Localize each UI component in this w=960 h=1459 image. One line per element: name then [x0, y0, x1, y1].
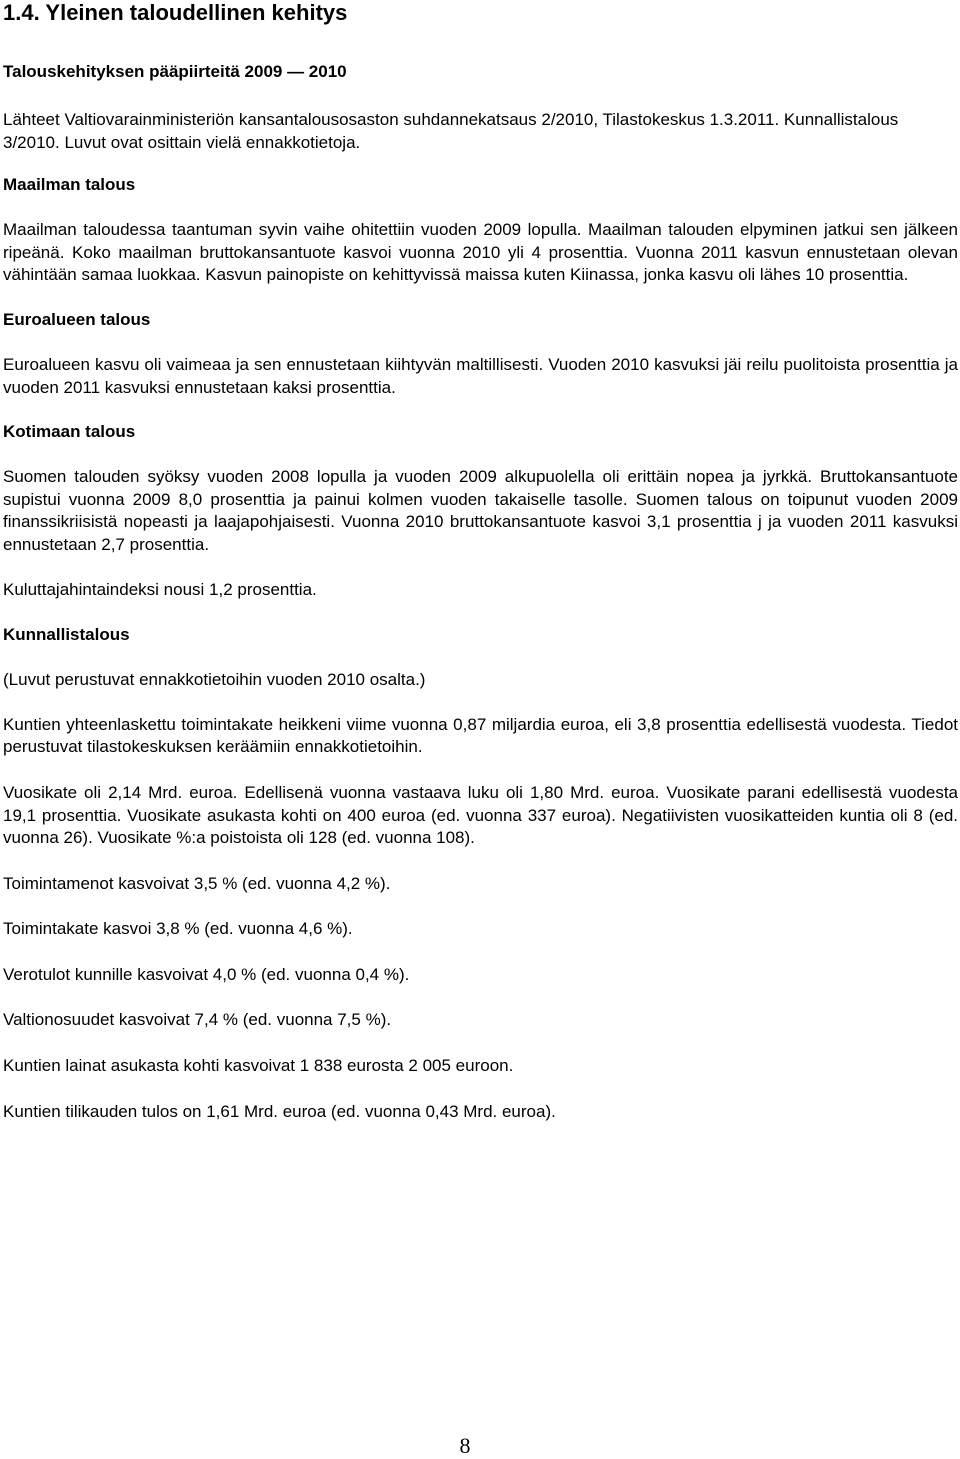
municipal-paragraph-8: Kuntien tilikauden tulos on 1,61 Mrd. euroa (ed. vuonna 0,43 Mrd. euroa). — [3, 1101, 556, 1121]
municipal-paragraph-1: Kuntien yhteenlaskettu toimintakate heikkeni viime vuonna 0,87 miljardia euroa, eli 3,8 prosenttia edellisestä vuodesta. Tiedot perustuvat tilastokeskuksen keräämiin ennakkotietoihin. — [3, 714, 958, 757]
world-economy-title: Maailman talous — [3, 175, 136, 195]
domestic-economy-title: Kotimaan talous — [3, 422, 136, 442]
section-heading: 1.4. Yleinen taloudellinen kehitys — [3, 0, 348, 25]
euro-area-title: Euroalueen talous — [3, 309, 151, 329]
municipal-note: (Luvut perustuvat ennakkotietoihin vuoden 2010 osalta.) — [3, 670, 426, 690]
document-page — [3, 0, 958, 1123]
municipal-economy-title: Kunnallistalous — [3, 625, 130, 645]
cpi-paragraph: Kuluttajahintaindeksi nousi 1,2 prosenttia. — [3, 579, 317, 599]
municipal-paragraph-2: Vuosikate oli 2,14 Mrd. euroa. Edellisenä vuonna vastaava luku oli 1,80 Mrd. euroa. Vuosikate parani edellisestä vuodesta 19,1 prosenttia. Vuosikate asukasta kohti on 400 euroa (ed. vuonna 337 euroa). Negatiivisten vuosikatteiden kuntia oli 8 (ed. vuonna 26). Vuosikate %:a poistoista oli 128 (ed. vuonna 108). — [3, 782, 958, 848]
world-economy-text: Maailman taloudessa taantuman syvin vaihe ohitettiin vuoden 2009 lopulla. Maailman talouden elpyminen jatkui sen jälkeen ripeänä. Koko maailman bruttokansantuote kasvoi vuonna 2010 yli 4 prosenttia. Vuonna 2011 kasvun ennustetaan olevan vähintään samaa luokkaa. Kasvun painopiste on kehittyvissä maissa kuten Kiinassa, jonka kasvu oli lähes 10 prosenttia. — [3, 220, 958, 285]
municipal-paragraph-4: Toimintakate kasvoi 3,8 % (ed. vuonna 4,6 %). — [3, 919, 353, 939]
sources-paragraph: Lähteet Valtiovarainministeriön kansantalousosaston suhdannekatsaus 2/2010, Tilastokeskus 1.3.2011. Kunnallistalous 3/2010. Luvut ovat osittain vielä ennakkotietoja. — [3, 110, 899, 152]
municipal-paragraph-3: Toimintamenot kasvoivat 3,5 % (ed. vuonna 4,2 %). — [3, 873, 391, 893]
subheading: Talouskehityksen pääpiirteitä 2009 — 2010 — [3, 62, 347, 81]
municipal-paragraph-6: Valtionosuudet kasvoivat 7,4 % (ed. vuonna 7,5 %). — [3, 1010, 392, 1030]
euro-area-text: Euroalueen kasvu oli vaimeaa ja sen ennustetaan kiihtyvän maltillisesti. Vuoden 2010 kasvuksi jäi reilu puolitoista prosenttia ja vuoden 2011 kasvuksi ennustetaan kaksi prosenttia. — [3, 354, 958, 397]
municipal-paragraph-7: Kuntien lainat asukasta kohti kasvoivat 1 838 eurosta 2 005 euroon. — [3, 1056, 514, 1076]
municipal-paragraph-5: Verotulot kunnille kasvoivat 4,0 % (ed. vuonna 0,4 %). — [3, 964, 410, 984]
domestic-economy-text: Suomen talouden syöksy vuoden 2008 lopulla ja vuoden 2009 alkupuolella oli erittäin nopea ja jyrkkä. Bruttokansantuote supistui vuonna 2009 8,0 prosenttia ja painui kolmen vuoden takaiselle tasolle. Suomen talous on toipunut vuoden 2009 finanssikriisistä nopeasti ja laajapohjaisesti. Vuonna 2010 bruttokansantuote kasvoi 3,1 prosenttia j ja vuoden 2011 kasvuksi ennustetaan 2,7 prosenttia. — [3, 467, 958, 554]
page-number: 8 — [459, 1433, 471, 1458]
